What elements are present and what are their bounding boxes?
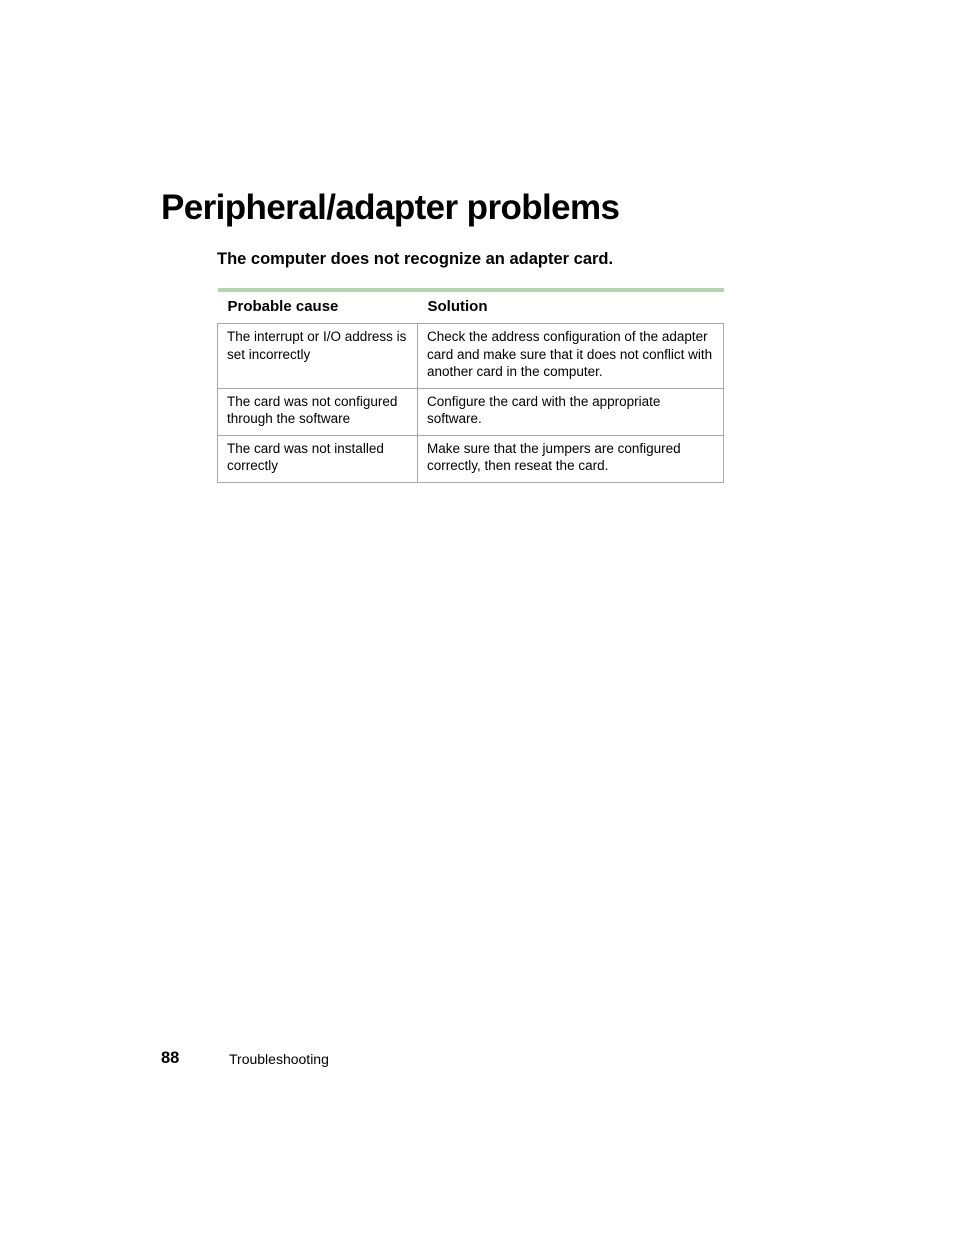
troubleshooting-table bbox=[217, 288, 724, 483]
table-row bbox=[218, 324, 724, 389]
solution-cell: Configure the card with the appropriate software. bbox=[418, 388, 724, 435]
table-row bbox=[218, 388, 724, 435]
section-heading: The computer does not recognize an adapter card. bbox=[217, 250, 614, 268]
page-number: 88 bbox=[161, 1049, 180, 1067]
cause-cell: The card was not installed correctly bbox=[218, 435, 418, 482]
cause-cell: The card was not configured through the software bbox=[218, 388, 418, 435]
solution-cell: Make sure that the jumpers are configured correctly, then reseat the card. bbox=[418, 435, 724, 482]
column-header-solution: Solution bbox=[418, 290, 724, 324]
column-header-probable-cause: Probable cause bbox=[218, 290, 418, 324]
page-title: Peripheral/adapter problems bbox=[161, 188, 620, 227]
footer-section-name: Troubleshooting bbox=[229, 1051, 329, 1067]
table-row bbox=[218, 435, 724, 482]
cause-cell: The interrupt or I/O address is set incorrectly bbox=[218, 324, 418, 389]
solution-cell: Check the address configuration of the adapter card and make sure that it does not conflict with another card in the computer. bbox=[418, 324, 724, 389]
table-header-row bbox=[218, 290, 724, 324]
